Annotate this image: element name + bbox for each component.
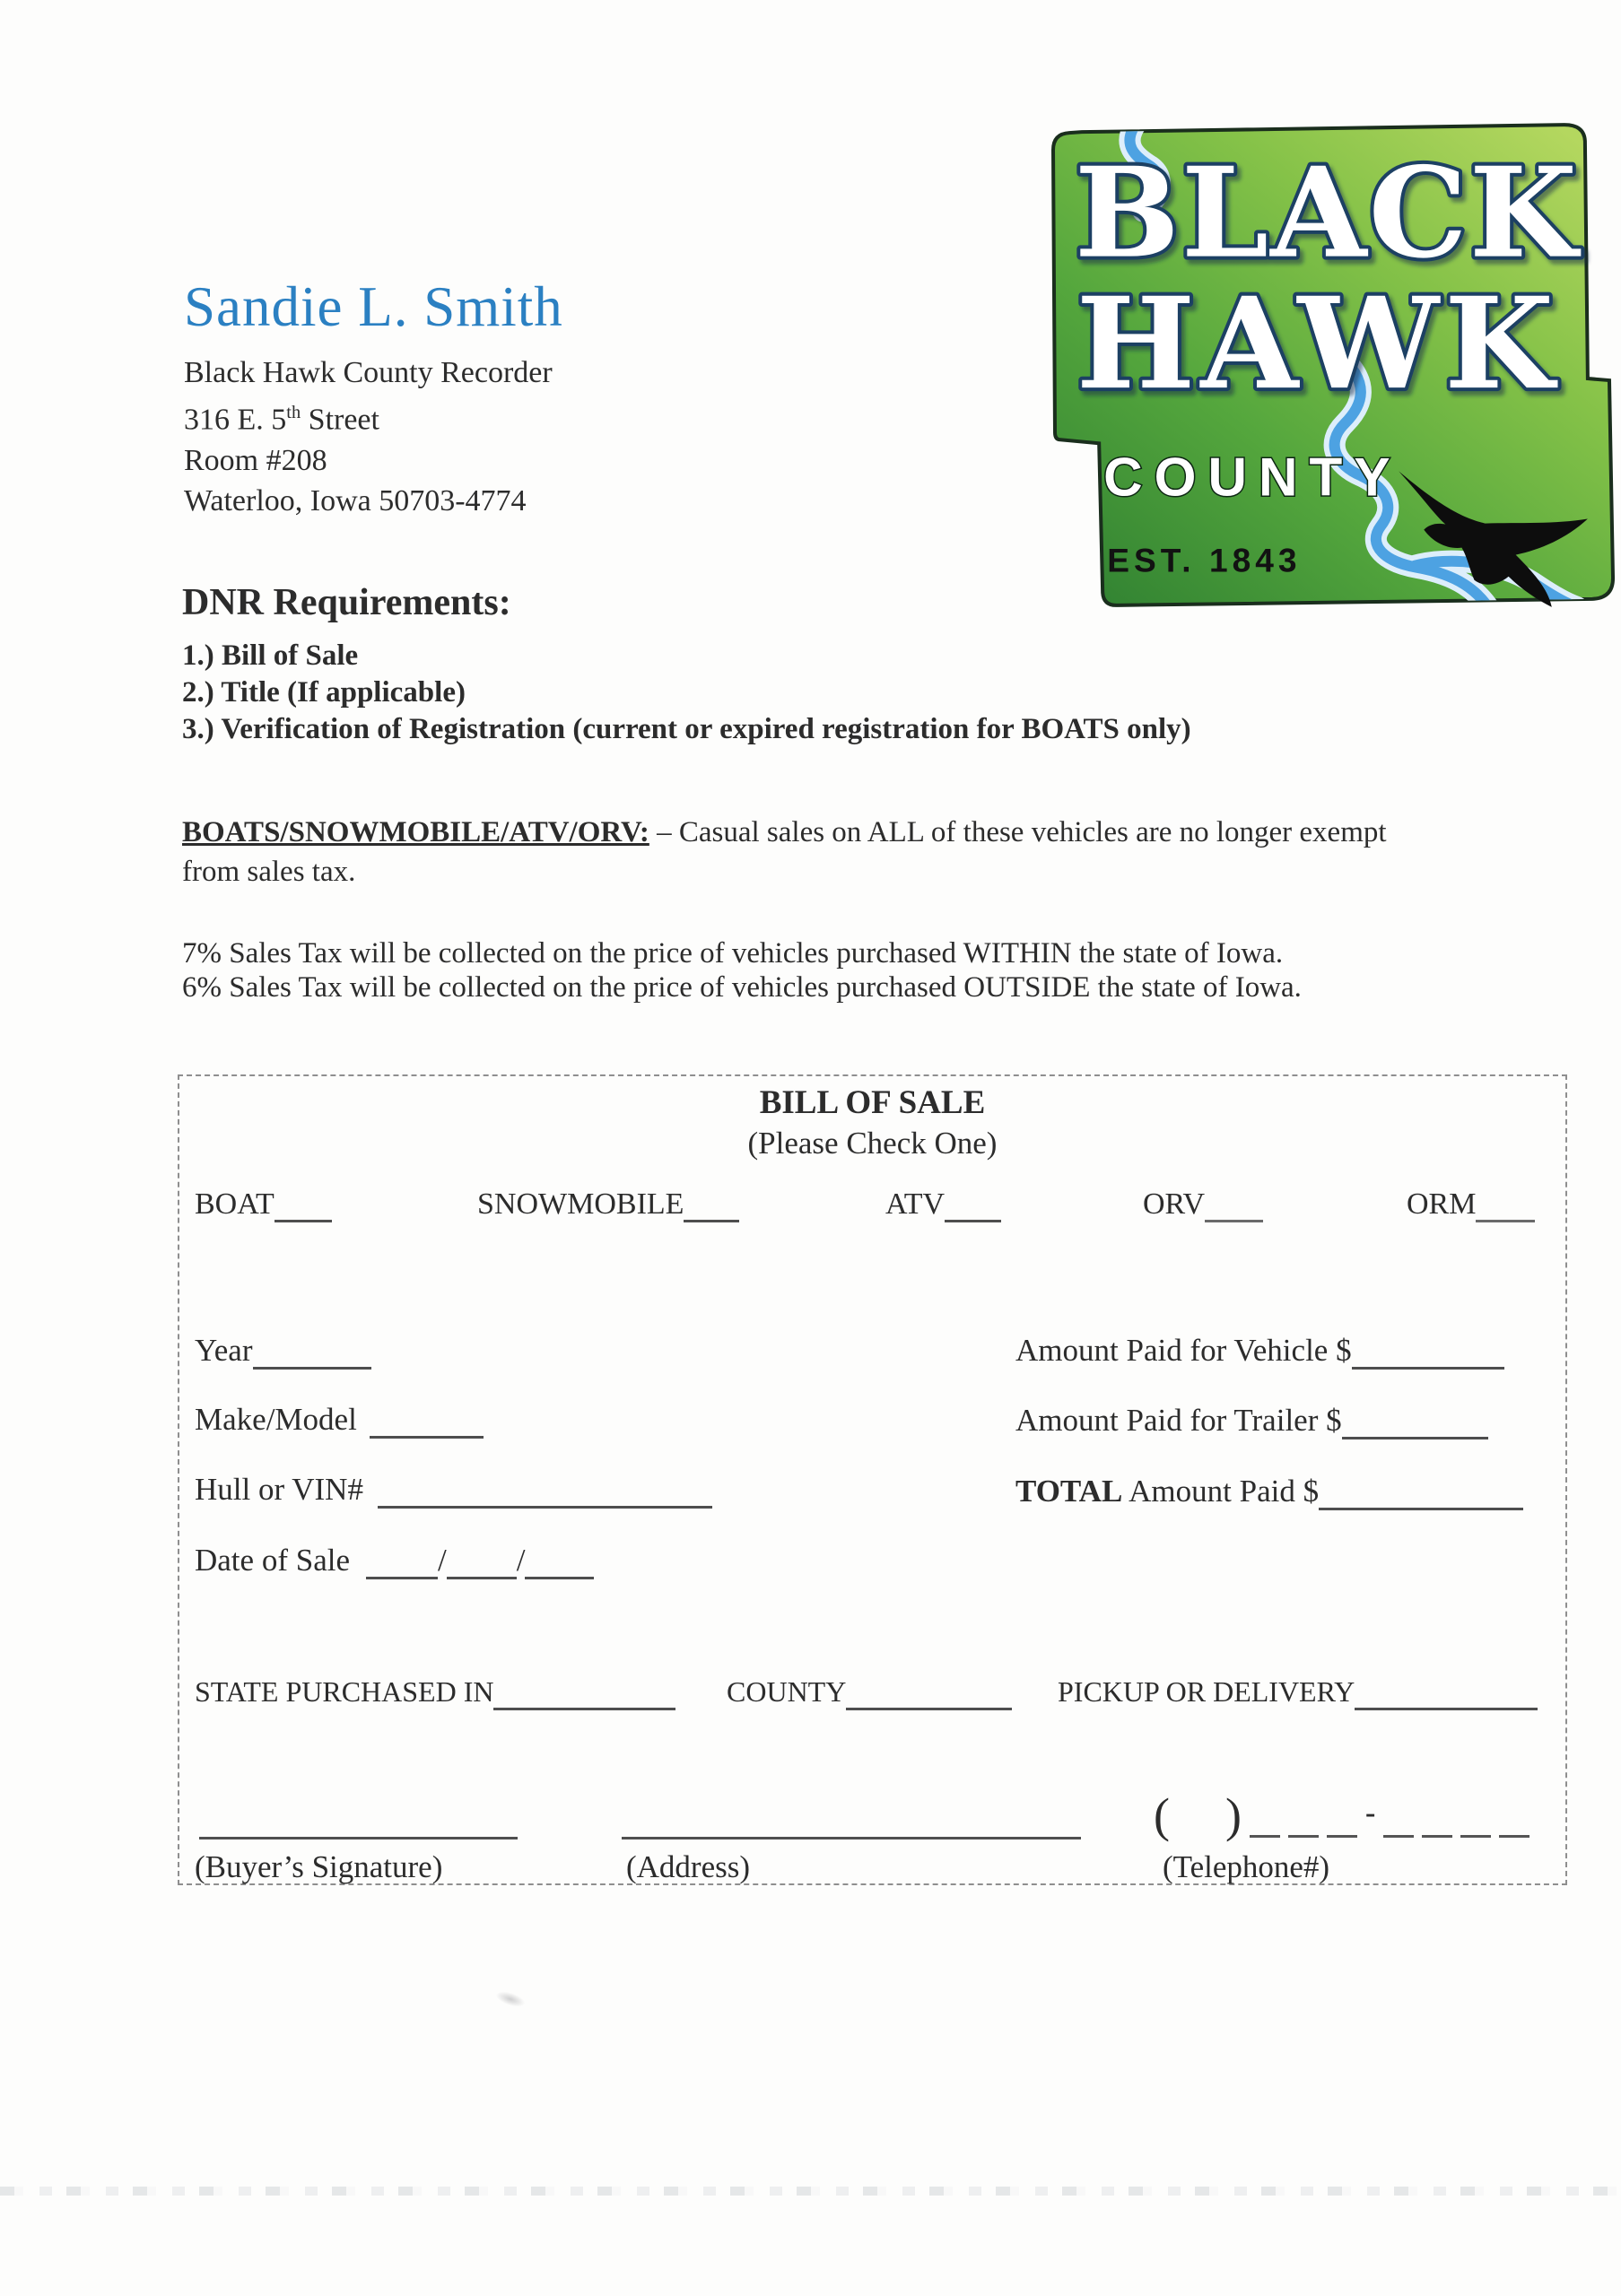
- total-amount-label-bold: TOTAL: [1015, 1474, 1123, 1509]
- trailer-amount-label: Amount Paid for Trailer $: [1015, 1403, 1342, 1438]
- phone-close-paren: ): [1224, 1788, 1242, 1842]
- pickup-delivery-field: [1058, 1675, 1538, 1710]
- vehicle-type-snowmobile: [477, 1187, 739, 1222]
- vehicle-type-orv-label: ORV: [1143, 1187, 1206, 1221]
- phone-open-paren: (: [1154, 1788, 1170, 1842]
- recorder-name: Sandie L. Smith: [184, 275, 563, 338]
- vehicle-type-atv-label: ATV: [885, 1187, 946, 1221]
- address-line[interactable]: [622, 1837, 1081, 1839]
- dnr-item-3: 3.) Verification of Registration (current or expired registration for BOATS only): [182, 713, 1191, 745]
- vehicle-type-atv: [885, 1187, 1001, 1222]
- dnr-item-2: 2.) Title (If applicable): [182, 676, 466, 709]
- make-model-label: Make/Model: [195, 1402, 357, 1437]
- phone-digit-blank[interactable]: [1460, 1822, 1491, 1838]
- year-field: [195, 1333, 371, 1370]
- date-month-blank[interactable]: [366, 1562, 438, 1579]
- date-separator: /: [516, 1543, 526, 1578]
- make-model-blank[interactable]: [370, 1422, 484, 1439]
- vehicle-type-orm-blank[interactable]: [1476, 1205, 1535, 1222]
- vehicle-type-boat-blank[interactable]: [275, 1205, 332, 1222]
- buyer-signature-line[interactable]: [199, 1837, 518, 1839]
- county-field: [727, 1675, 1012, 1710]
- date-separator: /: [437, 1543, 447, 1578]
- tax-rate-within: 7% Sales Tax will be collected on the price of vehicles purchased WITHIN the state of Iowa.: [182, 937, 1284, 970]
- total-amount-blank[interactable]: [1319, 1493, 1523, 1510]
- logo-word-county: COUNTY: [1103, 447, 1402, 508]
- state-purchased-field: [195, 1675, 675, 1710]
- phone-digit-blank[interactable]: [1288, 1822, 1319, 1838]
- hull-vin-blank[interactable]: [378, 1492, 712, 1509]
- phone-separator: -: [1364, 1796, 1376, 1830]
- vehicle-amount-field: [1015, 1333, 1504, 1370]
- vehicle-type-boat-label: BOAT: [195, 1187, 275, 1221]
- buyer-signature-caption: (Buyer’s Signature): [195, 1849, 443, 1884]
- date-day-blank[interactable]: [447, 1562, 517, 1579]
- date-of-sale-label: Date of Sale: [195, 1543, 350, 1578]
- dnr-heading: DNR Requirements:: [182, 582, 511, 623]
- tax-notice-heading: BOATS/SNOWMOBILE/ATV/ORV:: [182, 816, 649, 848]
- make-model-field: [195, 1402, 484, 1439]
- tax-notice-text: – Casual sales on ALL of these vehicles are no longer exempt from sales tax.: [182, 816, 1387, 888]
- form-title: BILL OF SALE: [759, 1084, 986, 1121]
- logo-word-hawk: HAWK: [1076, 270, 1560, 419]
- phone-digit-blank[interactable]: [1499, 1822, 1529, 1838]
- state-purchased-blank[interactable]: [493, 1693, 675, 1710]
- dnr-requirements-section: [182, 581, 1191, 748]
- telephone-caption: (Telephone#): [1163, 1849, 1330, 1884]
- vehicle-type-atv-blank[interactable]: [945, 1205, 1001, 1222]
- recorder-city: Waterloo, Iowa 50703-4774: [184, 483, 527, 517]
- vehicle-type-snowmobile-label: SNOWMOBILE: [477, 1187, 684, 1221]
- vehicle-type-orv: [1143, 1187, 1263, 1222]
- phone-digit-blank[interactable]: [1327, 1822, 1357, 1838]
- trailer-amount-blank[interactable]: [1342, 1422, 1488, 1439]
- hull-vin-label: Hull or VIN#: [195, 1472, 363, 1507]
- sales-tax-section: [182, 813, 1456, 1004]
- telephone-field: [1154, 1788, 1529, 1842]
- vehicle-type-orm-label: ORM: [1407, 1187, 1477, 1221]
- recorder-street: [184, 393, 563, 439]
- recorder-contact-block: [184, 276, 563, 521]
- trailer-amount-field: [1015, 1403, 1488, 1439]
- logo-est-text: EST. 1843: [1107, 541, 1302, 579]
- pickup-delivery-blank[interactable]: [1355, 1693, 1538, 1710]
- tax-notice: [182, 813, 1429, 891]
- hull-vin-field: [195, 1472, 712, 1509]
- street-name: Street: [301, 403, 379, 437]
- total-amount-field: [1015, 1474, 1523, 1510]
- dnr-item-1: 1.) Bill of Sale: [182, 639, 359, 672]
- form-subtitle: (Please Check One): [747, 1126, 998, 1161]
- phone-digit-blank[interactable]: [1250, 1822, 1280, 1838]
- date-year-blank[interactable]: [525, 1562, 594, 1579]
- year-blank[interactable]: [253, 1352, 371, 1370]
- logo-word-black: BLACK: [1074, 139, 1580, 286]
- tax-rates: [182, 936, 1456, 1004]
- recorder-room: Room #208: [184, 443, 327, 477]
- phone-digit-blank[interactable]: [1383, 1822, 1414, 1838]
- date-of-sale-field: [195, 1543, 594, 1579]
- vehicle-amount-label: Amount Paid for Vehicle $: [1015, 1333, 1352, 1368]
- street-ordinal: th: [286, 403, 301, 423]
- county-blank[interactable]: [846, 1693, 1012, 1710]
- year-label: Year: [195, 1333, 253, 1368]
- recorder-address-block: [184, 352, 563, 520]
- vehicle-type-orm: [1407, 1187, 1535, 1222]
- address-caption: (Address): [626, 1849, 751, 1884]
- pickup-delivery-label: PICKUP OR DELIVERY: [1058, 1675, 1355, 1708]
- street-number: 316 E. 5: [184, 403, 287, 437]
- recorder-title: Black Hawk County Recorder: [184, 356, 553, 390]
- county-label: COUNTY: [727, 1675, 847, 1708]
- vehicle-amount-blank[interactable]: [1352, 1352, 1504, 1370]
- bill-of-sale-form: [178, 1074, 1567, 1885]
- tax-rate-outside: 6% Sales Tax will be collected on the price of vehicles purchased OUTSIDE the state of Iowa.: [182, 971, 1302, 1004]
- vehicle-type-boat: [195, 1187, 332, 1222]
- scan-smudge: [494, 1988, 527, 2010]
- black-hawk-county-logo: [1051, 117, 1617, 611]
- state-purchased-label: STATE PURCHASED IN: [195, 1675, 494, 1708]
- total-amount-label: Amount Paid $: [1122, 1474, 1320, 1509]
- vehicle-type-snowmobile-blank[interactable]: [684, 1205, 739, 1222]
- vehicle-type-orv-blank[interactable]: [1205, 1205, 1263, 1222]
- scan-artifact-band: [0, 2187, 1621, 2196]
- phone-digit-blank[interactable]: [1422, 1822, 1452, 1838]
